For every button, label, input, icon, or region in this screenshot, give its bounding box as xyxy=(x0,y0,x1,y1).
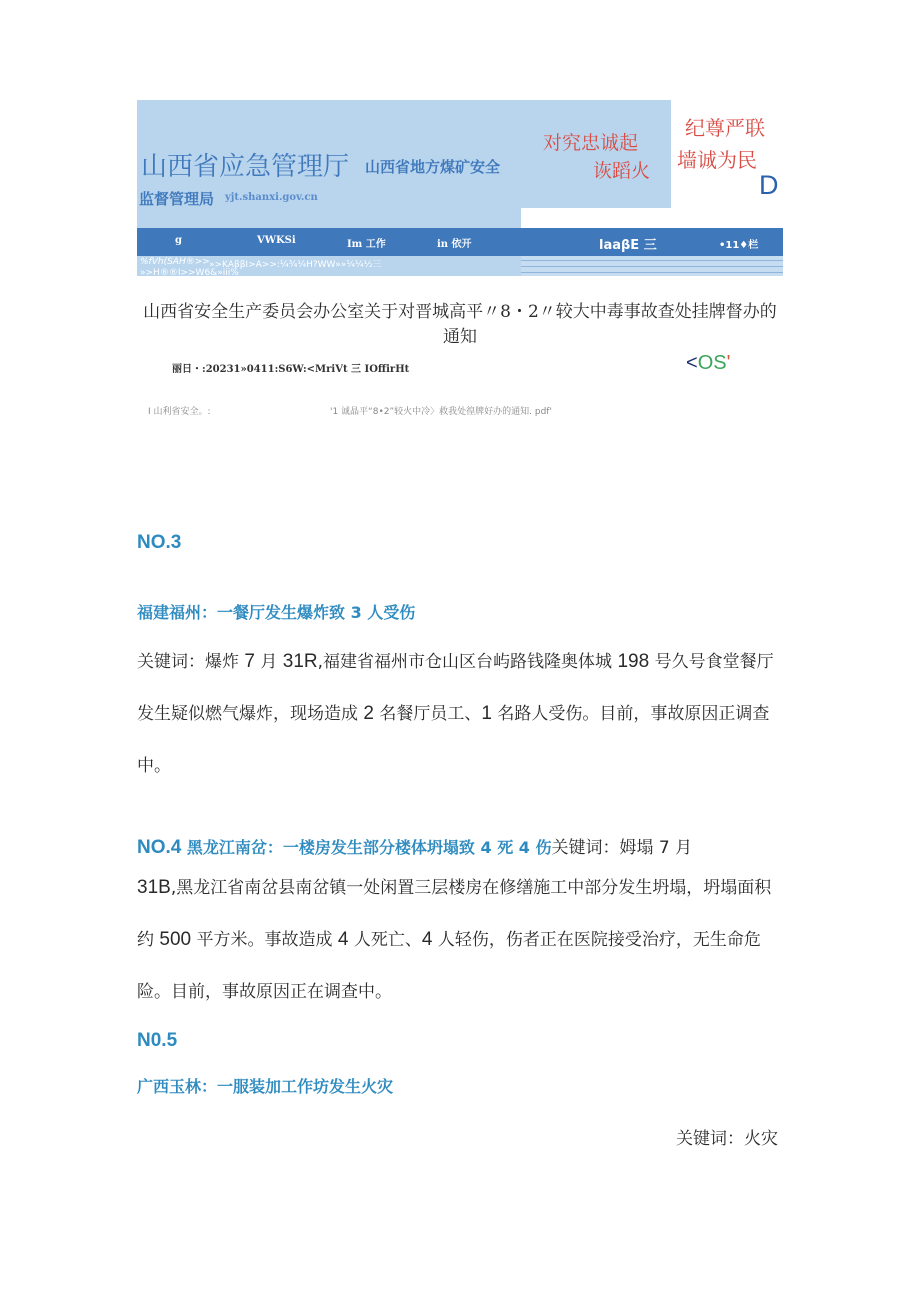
section-headline: 黑龙江南岔：一楼房发生部分楼体坍塌致 4 死 4 伤 xyxy=(181,838,552,857)
org-name: 山西省应急管理厅 xyxy=(141,152,350,182)
org-url[interactable]: yjt.shanxi.gov.cn xyxy=(225,192,318,203)
nav-item-open[interactable]: in 依开 xyxy=(437,239,472,250)
nav-item-home[interactable]: g xyxy=(175,235,182,246)
article-meta: 丽日・:20231»0411:S6W:<MriVt 三 IOffirHt xyxy=(172,364,410,375)
slogan-line-2: 诙蹈火 xyxy=(593,160,651,182)
section-heading-line xyxy=(137,833,692,859)
divider xyxy=(521,266,783,267)
section-headline: 福建福州：一餐厅发生爆炸致 3 人受伤 xyxy=(137,603,416,622)
sub-nav-link[interactable]: »>H®®I>>W6&»iii% xyxy=(140,268,239,276)
divider xyxy=(521,260,783,261)
nav-item-more[interactable]: •11♦栏 xyxy=(719,240,759,251)
sub-nav-link[interactable]: »>KAββI>A>>:¼¾¼H?WW»»¼¼½三 xyxy=(209,260,382,270)
section-keyword: 关键词：火灾 xyxy=(676,1129,778,1149)
slogan-right-2: 墙诚为民 xyxy=(677,148,757,172)
section-number: NO.3 xyxy=(137,532,182,553)
share-glyph: < xyxy=(686,352,698,374)
section-body: 31B,黑龙江省南岔县南岔镇一处闲置三层楼房在修缮施工中部分发生坍塌，坍塌面积约 500 平方米。事故造成 4 人死亡、4 人轻伤，伤者正在医院接受治疗，无生命危险。目前，事故原因正在调查中。 xyxy=(137,877,772,1002)
section-headline: 广西玉林：一服装加工作坊发生火灾 xyxy=(137,1077,394,1096)
slogan-line-1: 对究忠诚起 xyxy=(543,132,639,154)
banner-header xyxy=(137,100,521,228)
org-name-secondary: 山西省地方煤矿安全 xyxy=(365,158,501,176)
share-glyph: ' xyxy=(726,352,731,374)
section-number: N0.5 xyxy=(137,1030,178,1051)
section-keyword: 关键词：姆塌 7 月 xyxy=(551,838,693,858)
nav-item-service[interactable]: laaβE 三 xyxy=(599,238,657,253)
share-glyph: OS xyxy=(697,352,727,374)
share-icon[interactable] xyxy=(686,352,730,375)
section-body: 关键词：爆炸 7 月 31R,福建省福州市仓山区台屿路钱隆奥体城 198 号久号食堂餐厅发生疑似燃气爆炸，现场造成 2 名餐厅员工、1 名路人受伤。目前，事故原因正调查中。 xyxy=(137,651,774,776)
article-title: 山西省安全生产委员会办公室关于对晋城高平〃8・2〃较大中毒事故查处挂牌督办的通知 xyxy=(143,302,777,347)
attachment-label: I 山利省安全。: xyxy=(148,407,211,417)
org-name-line2: 监督管理局 xyxy=(139,190,215,208)
nav-bar xyxy=(137,228,521,256)
section-number: NO.4 xyxy=(137,837,182,858)
nav-item-news[interactable]: VWKSi xyxy=(257,235,296,246)
nav-item-work[interactable]: Im 工作 xyxy=(347,239,386,250)
logo-letter: D xyxy=(759,170,779,200)
slogan-right-1: 纪尊严联 xyxy=(685,116,765,140)
slogan-panel xyxy=(521,100,671,208)
divider xyxy=(521,272,783,273)
site-banner xyxy=(137,100,783,276)
attachment-link[interactable]: '1 诚晶平“8•2”较火中冷〉救我处徨牌好办的通知. pdf' xyxy=(330,407,552,417)
sub-nav-link[interactable]: %fVh(SAH®>> xyxy=(140,257,210,267)
